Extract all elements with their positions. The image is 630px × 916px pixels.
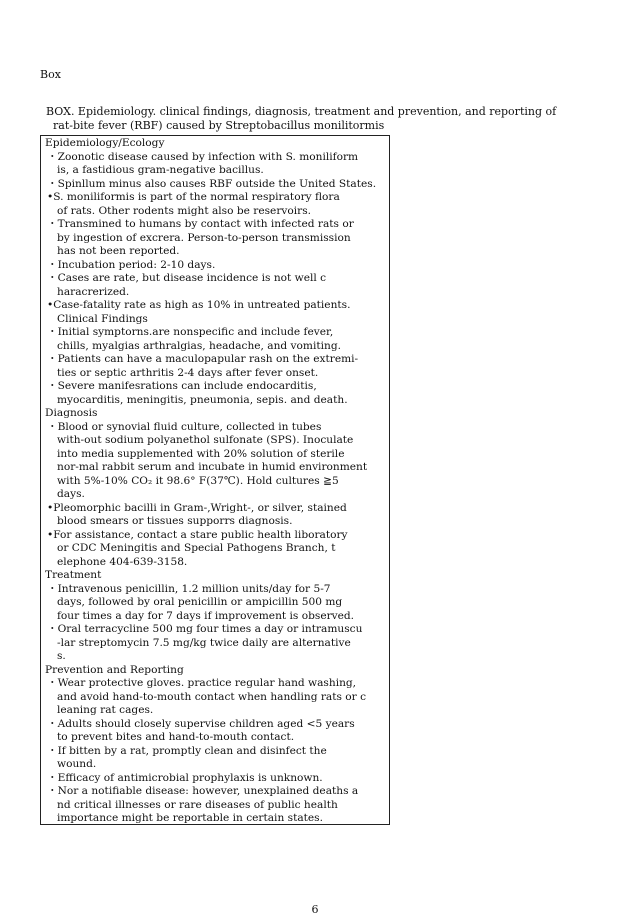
text-line: blood smears or tissues supporrs diagnosis.	[57, 515, 293, 527]
box-label: Box	[40, 68, 61, 81]
text-line: ties or septic arthritis 2-4 days after fever onset.	[57, 366, 319, 379]
bullet-line: ・Cases are rate, but disease incidence is not well c	[47, 272, 327, 284]
text-line: Clinical Findings	[57, 312, 148, 325]
bullet-line: ・Initial symptorns.are nonspecific and include fever,	[47, 326, 334, 338]
caption-line-1: BOX. Epidemiology. clinical findings, diagnosis, treatment and prevention, and reporting of	[46, 105, 557, 118]
content-box	[40, 135, 390, 825]
bullet-line: ・Oral terracycline 500 mg four times a day or intramuscu	[47, 623, 363, 635]
text-line: by ingestion of excrera. Person-to-person transmission	[57, 231, 351, 244]
bullet-line: ・Transmined to humans by contact with infected rats or	[47, 218, 354, 230]
text-line: with 5%-10% CO₂ it 98.6° F(37℃). Hold cultures ≧5	[57, 474, 339, 487]
text-line: importance might be reportable in certain states.	[57, 812, 323, 824]
text-line: into media supplemented with 20% solution of sterile	[57, 447, 345, 460]
bullet-line: •S. moniliformis is part of the normal respiratory flora	[47, 191, 340, 203]
bullet-line: ・Spinllum minus also causes RBF outside the United States.	[47, 177, 377, 190]
caption-line-2: rat-bite fever (RBF) caused by Streptobacillus monilitormis	[53, 119, 385, 132]
bullet-line: •Case-fatality rate as high as 10% in untreated patients.	[47, 299, 351, 311]
section-heading: Prevention and Reporting	[45, 663, 184, 676]
bullet-line: •For assistance, contact a stare public health liboratory	[47, 528, 348, 541]
section-heading: Treatment	[45, 569, 102, 581]
text-line: -lar streptomycin 7.5 mg/kg twice daily are alternative	[57, 636, 351, 649]
text-line: is, a fastidious gram-negative bacillus.	[57, 164, 264, 176]
text-line: nd critical illnesses or rare diseases of public health	[57, 798, 338, 811]
bullet-line: ・Adults should closely supervise children aged <5 years	[47, 717, 355, 730]
text-line: nor-mal rabbit serum and incubate in humid environment	[57, 461, 368, 473]
text-line: to prevent bites and hand-to-mouth contact.	[57, 731, 295, 743]
text-line: leaning rat cages.	[57, 704, 154, 716]
text-line: or CDC Meningitis and Special Pathogens Branch, t	[57, 542, 336, 554]
bullet-line: •Pleomorphic bacilli in Gram-,Wright-, or silver, stained	[47, 501, 347, 514]
bullet-line: ・Intravenous penicillin, 1.2 million units/day for 5-7	[47, 582, 331, 595]
text-line: days, followed by oral penicillin or ampicillin 500 mg	[57, 596, 343, 608]
text-line: chills, myalgias arthralgias, headache, and vomiting.	[57, 339, 341, 352]
box-caption	[46, 105, 606, 133]
text-line: days.	[57, 488, 85, 500]
bullet-line: ・Nor a notifiable disease: however, unexplained deaths a	[47, 785, 359, 797]
bullet-line: ・Blood or synovial fluid culture, collected in tubes	[47, 420, 322, 433]
text-line: has not been reported.	[57, 245, 180, 257]
text-line: and avoid hand-to-mouth contact when handling rats or c	[57, 690, 367, 703]
bullet-line: ・Wear protective gloves. practice regular hand washing,	[47, 677, 357, 689]
text-line: elephone 404-639-3158.	[57, 555, 188, 568]
bullet-line: ・If bitten by a rat, promptly clean and disinfect the	[47, 744, 327, 757]
section-heading: Epidemiology/Ecology	[45, 137, 165, 149]
bullet-line: ・Severe manifesrations can include endocarditis,	[47, 380, 317, 392]
text-line: myocarditis, meningitis, pneumonia, sepis. and death.	[57, 393, 348, 406]
text-line: with-out sodium polyanethol sulfonate (SPS). Inoculate	[57, 434, 354, 446]
text-line: wound.	[57, 758, 97, 770]
section-heading: Diagnosis	[45, 407, 98, 419]
text-line: s.	[57, 650, 66, 662]
text-line: haracrerized.	[57, 285, 130, 298]
bullet-line: ・Zoonotic disease caused by infection with S. moniliform	[47, 150, 359, 163]
bullet-line: ・Patients can have a maculopapular rash on the extremi-	[47, 353, 359, 365]
bullet-line: ・Incubation period: 2-10 days.	[47, 258, 216, 271]
page-number: 6	[311, 903, 319, 916]
bullet-line: ・Efficacy of antimicrobial prophylaxis is unknown.	[47, 771, 323, 784]
text-line: four times a day for 7 days if improvement is observed.	[57, 609, 355, 622]
text-line: of rats. Other rodents might also be reservoirs.	[57, 204, 312, 217]
